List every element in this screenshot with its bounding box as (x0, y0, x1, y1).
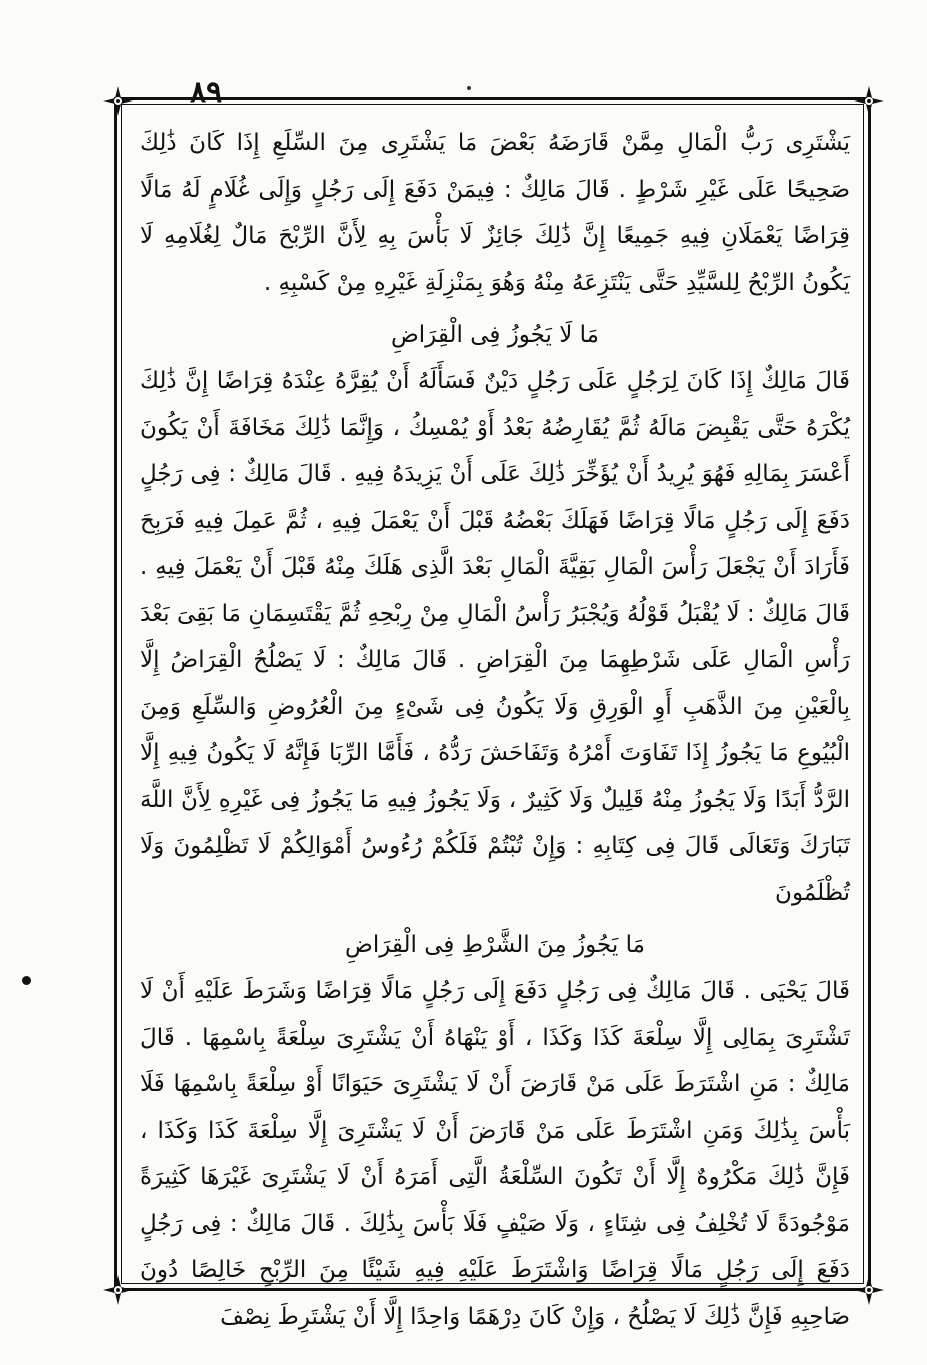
section-heading: مَا لَا يَجُوزُ فِى الْقِرَاضِ (390, 322, 599, 348)
paragraph: يَشْتَرِى رَبُّ الْمَالِ مِمَّنْ قَارَضَهُ بَعْضَ مَا يَشْتَرِى مِنَ السِّلَعِ إِذَا كَانَ ذَٰلِكَ صَحِيحًا عَلَى غَيْرِ شَرْطٍ . قَالَ مَالِكٌ : فِيمَنْ دَفَعَ إِلَى رَجُلٍ وَإِلَى غُلَامٍ لَهُ مَالًا قِرَاضًا يَعْمَلَانِ فِيهِ جَمِيعًا إِنَّ ذَٰلِكَ جَائِزٌ لَا بَأْسَ بِهِ لِأَنَّ الرِّبْحَ مَالٌ لِغُلَامِهِ لَا يَكُونُ الرِّبْحُ لِلسَّيِّدِ حَتَّى يَنْتَزِعَهُ مِنْهُ وَهُوَ بِمَنْزِلَةِ غَيْرِهِ مِنْ كَسْبِهِ . (140, 130, 850, 296)
ink-speck (467, 86, 471, 90)
corner-ornament-icon (852, 84, 886, 118)
section-heading: مَا يَجُوزُ مِنَ الشَّرْطِ فِى الْقِرَاضِ (345, 932, 645, 958)
ink-speck (22, 976, 31, 985)
corner-ornament-icon (101, 84, 135, 118)
paragraph: قَالَ يَحْيَى . قَالَ مَالِكٌ فِى رَجُلٍ دَفَعَ إِلَى رَجُلٍ مَالًا قِرَاضًا وَشَرَطَ عَلَيْهِ أَنْ لَا تَشْتَرِىَ بِمَالِى إِلَّا سِلْعَةَ كَذَا وَكَذَا ، أَوْ يَنْهَاهُ أَنْ يَشْتَرِىَ سِلْعَةً بِاسْمِهَا . قَالَ مَالِكٌ : مَنِ اشْتَرَطَ عَلَى مَنْ قَارَضَ أَنْ لَا يَشْتَرِىَ حَيَوَانًا أَوْ سِلْعَةً بِاسْمِهَا فَلَا بَأْسَ بِذَٰلِكَ وَمَنِ اشْتَرَطَ عَلَى مَنْ قَارَضَ أَنْ لَا يَشْتَرِىَ إِلَّا سِلْعَةَ كَذَا وَكَذَا ، فَإِنَّ ذَٰلِكَ مَكْرُوهٌ إِلَّا أَنْ تَكُونَ السِّلْعَةُ الَّتِى أَمَرَهُ أَنْ لَا يَشْتَرِىَ غَيْرَهَا كَثِيرَةً مَوْجُودَةً لَا تُخْلِفُ فِى شِتَاءٍ ، وَلَا صَيْفٍ فَلَا بَأْسَ بِذَٰلِكَ . قَالَ مَالِكٌ : فِى رَجُلٍ دَفَعَ إِلَى رَجُلٍ مَالًا قِرَاضًا وَاشْتَرَطَ عَلَيْهِ فِيهِ شَيْئًا مِنَ الرِّبْحِ خَالِصًا دُونَ صَاحِبِهِ فَإِنَّ ذَٰلِكَ لَا يَصْلُحُ ، وَإِنْ كَانَ دِرْهَمًا وَاحِدًا إِلَّا أَنْ يَشْتَرِطَ نِصْفَ (140, 978, 850, 1330)
corner-ornament-icon (852, 1273, 886, 1307)
corner-ornament-icon (101, 1273, 135, 1307)
paragraph: قَالَ مَالِكٌ إِذَا كَانَ لِرَجُلٍ عَلَى رَجُلٍ دَيْنٌ فَسَأَلَهُ أَنْ يُقِرَّهُ عِنْدَهُ قِرَاضًا إِنَّ ذَٰلِكَ يُكْرَهُ حَتَّى يَقْبِضَ مَالَهُ ثُمَّ يُقَارِضُهُ بَعْدُ أَوْ يُمْسِكُ ، وَإِنَّمَا ذَٰلِكَ مَخَافَةَ أَنْ يَكُونَ أَعْسَرَ بِمَالِهِ فَهُوَ يُرِيدُ أَنْ يُؤَخِّرَ ذَٰلِكَ عَلَى أَنْ يَزِيدَهُ فِيهِ . قَالَ مَالِكٌ : فِى رَجُلٍ دَفَعَ إِلَى رَجُلٍ مَالًا قِرَاضًا فَهَلَكَ بَعْضُهُ قَبْلَ أَنْ يَعْمَلَ فِيهِ ، ثُمَّ عَمِلَ فِيهِ فَرَبِحَ فَأَرَادَ أَنْ يَجْعَلَ رَأْسَ الْمَالِ بَقِيَّةَ الْمَالِ بَعْدَ الَّذِى هَلَكَ مِنْهُ قَبْلَ أَنْ يَعْمَلَ فِيهِ . قَالَ مَالِكٌ : لَا يُقْبَلُ قَوْلُهُ وَيُجْبَرُ رَأْسُ الْمَالِ مِنْ رِبْحِهِ ثُمَّ يَقْتَسِمَانِ مَا بَقِىَ بَعْدَ رَأْسِ الْمَالِ عَلَى شَرْطِهِمَا مِنَ الْقِرَاضِ . قَالَ مَالِكٌ : لَا يَصْلُحُ الْقِرَاضُ إِلَّا بِالْعَيْنِ مِنَ الذَّهَبِ أَوِ الْوَرِقِ وَلَا يَكُونُ فِى شَىْءٍ مِنَ الْعُرُوضِ وَالسِّلَعِ وَمِنَ الْبُيُوعِ مَا يَجُوزُ إِذَا تَفَاوَتَ أَمْرُهُ وَتَفَاحَشَ رَدُّهُ ، فَأَمَّا الرِّبَا فَإِنَّهُ لَا يَكُونُ فِيهِ إِلَّا الرَّدُّ أَبَدًا وَلَا يَجُوزُ مِنْهُ قَلِيلٌ وَلَا كَثِيرٌ ، وَلَا يَجُوزُ فِيهِ مَا يَجُوزُ فِى غَيْرِهِ لِأَنَّ اللَّهَ تَبَارَكَ وَتَعَالَى قَالَ فِى كِتَابِهِ : وَإِنْ تُبْتُمْ فَلَكُمْ رُءُوسُ أَمْوَالِكُمْ لَا تَظْلِمُونَ وَلَا تُظْلَمُونَ (140, 368, 850, 906)
page-text (140, 120, 850, 1330)
page-number: ٨٩ (190, 75, 223, 110)
